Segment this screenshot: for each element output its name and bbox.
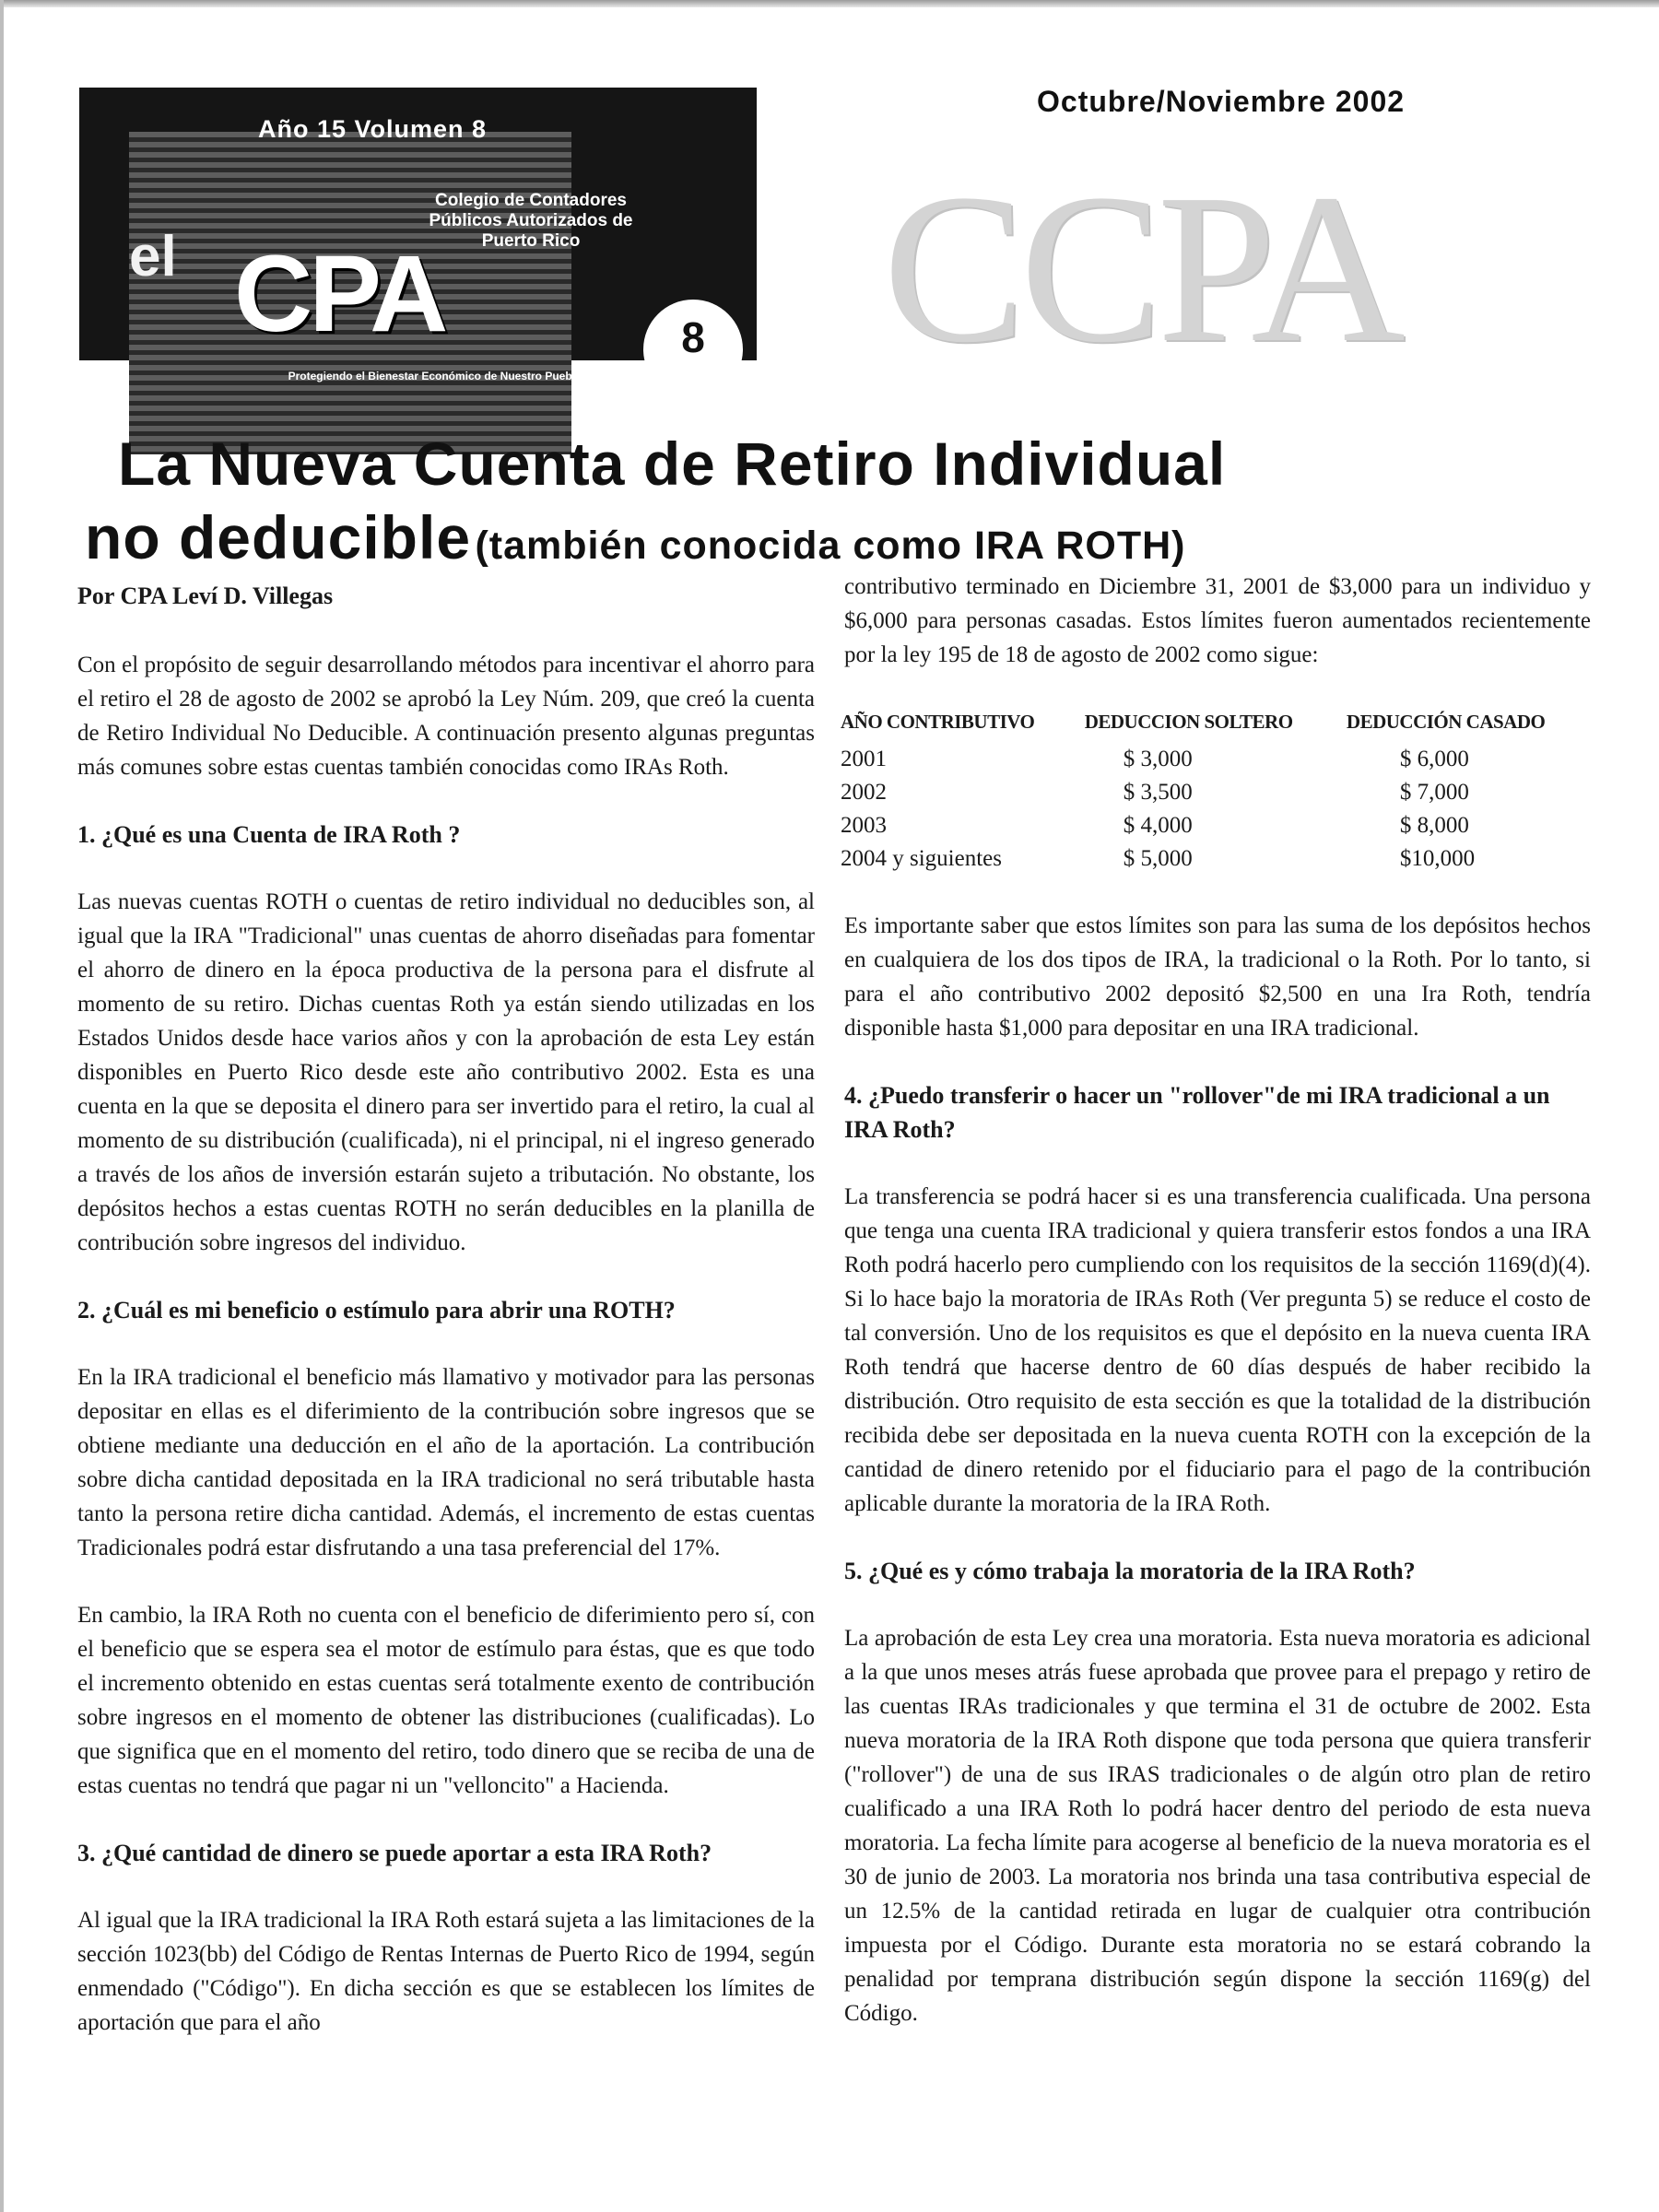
table-cell-married: $ 6,000	[1399, 747, 1469, 771]
table-cell-single: $ 4,000	[1123, 813, 1193, 838]
logo-cpa: CPA	[234, 233, 445, 355]
colegio-name: Colegio de Contadores Públicos Autorizados de Puerto Rico	[429, 191, 633, 251]
table-row	[841, 809, 1596, 842]
headline-main: no deducible	[85, 503, 472, 571]
table-header: DEDUCCIÓN CASADO	[1346, 711, 1546, 733]
table-cell-single: $ 5,000	[1123, 846, 1193, 871]
answer-4: La transferencia se podrá hacer si es una transferencia cualificada. Una persona que tenga una cuenta IRA tradicional y quiera transferir estos fondos a una IRA Roth podrá hacerlo pero cumpliendo con los requisitos de la sección 1169(d)(4). Si lo hace bajo la moratoria de IRAs Roth (Ver pregunta 5) se reduce el costo de tal conversión. Uno de los requisitos es que el depósito en la nueva cuenta IRA Roth tendrá que hacerse dentro de 60 días después de haber recibido la distribución. Otro requisito de esta sección es que la totalidad de la distribución recibida debe ser depositada en la nueva cuenta ROTH con la excepción de la cantidad de dinero retenido por el fiduciario para el pago de la contribución aplicable durante la moratoria de la IRA Roth.	[844, 1184, 1591, 1516]
table-cell-year: 2004 y siguientes	[841, 846, 1002, 871]
table-cell-year: 2001	[841, 747, 887, 771]
table-cell-married: $ 7,000	[1399, 780, 1469, 805]
question-1: 1. ¿Qué es una Cuenta de IRA Roth ?	[77, 821, 461, 848]
table-cell-year: 2002	[841, 780, 887, 805]
table-header: DEDUCCION SOLTERO	[1084, 711, 1293, 733]
issue-date: Octubre/Noviembre 2002	[1037, 85, 1406, 118]
byline: Por CPA Leví D. Villegas	[77, 582, 334, 609]
issue-number-badge: 8	[643, 300, 743, 399]
question-5: 5. ¿Qué es y cómo trabaja la moratoria de la IRA Roth?	[844, 1558, 1416, 1584]
masthead-slogan: Protegiendo el Bienestar Económico de Nuestro Pueblo	[288, 370, 582, 382]
answer-1: Las nuevas cuentas ROTH o cuentas de retiro individual no deducibles son, al igual que la IRA "Tradicional" unas cuentas de ahorro diseñadas para fomentar el ahorro de dinero en la época productiva de la persona para el disfrute al momento de su retiro. Dichas cuentas Roth ya están siendo utilizadas en los Estados Unidos desde hace varios años y con la aprobación de esta Ley están disponibles en Puerto Rico desde este año contributivo 2002. Esta es una cuenta en la que se deposita el dinero para ser invertido para el retiro, la cual al momento de su distribución (cualificada), ni el principal, ni el ingreso generado a través de los años de inversión estarán sujeto a tributación. No obstante, los depósitos hechos a estas cuentas ROTH no serán deducibles en la planilla de contribución sobre ingresos del individuo.	[77, 889, 815, 1255]
table-cell-married: $ 8,000	[1399, 813, 1469, 838]
headline-line-2	[85, 502, 1615, 572]
right-column	[841, 570, 1591, 2064]
page-edge-left	[0, 0, 4, 2212]
answer-3-continued: contributivo terminado en Diciembre 31, 2001 de $3,000 para un individuo y $6,000 para personas casadas. Estos límites fueron aumentados recientemente por la ley 195 de 18 de agosto de 2002 como sigue:	[844, 574, 1591, 667]
table-cell-married: $10,000	[1399, 846, 1476, 871]
issue-volume: Año 15 Volumen 8	[258, 115, 488, 143]
table-cell-single: $ 3,500	[1123, 780, 1193, 805]
answer-2b: En cambio, la IRA Roth no cuenta con el beneficio de diferimiento pero sí, con el beneficio que se espera sea el motor de estímulo para éstas, que es que todo el incremento obtenido en estas cuentas será totalmente exento de contribución sobre ingresos en el momento de obtener las distribuciones (cualificadas). Lo que significa que en el momento del retiro, todo dinero que se reciba de una de estas cuentas no tendrá que pagar ni un "velloncito" a Hacienda.	[77, 1603, 815, 1798]
question-2: 2. ¿Cuál es mi beneficio o estímulo para abrir una ROTH?	[77, 1297, 676, 1324]
table-cell-year: 2003	[841, 813, 887, 838]
after-table-paragraph: Es importante saber que estos límites son para las suma de los depósitos hechos en cualquiera de los dos tipos de IRA, la tradicional o la Roth. Por lo tanto, si para el año contributivo 2002 depositó $2,500 en una Ira Roth, tendría disponible hasta $1,000 para depositar en una IRA tradicional.	[844, 913, 1591, 1041]
table-row	[841, 842, 1596, 876]
table-header-row	[841, 705, 1596, 743]
headline-line-1: La Nueva Cuenta de Retiro Individual	[118, 429, 1227, 498]
page-edge	[0, 0, 1659, 7]
answer-5: La aprobación de esta Ley crea una moratoria. Esta nueva moratoria es adicional a la que unos meses atrás fuese aprobada que provee para el prepago y retiro de las cuentas IRAs tradicionales y que termina el 31 de octubre de 2002. Esta nueva moratoria de la IRA Roth dispone que toda persona que quiera transferir ("rollover") de una de sus IRAS tradicionales o de algún otro plan de retiro cualificado a una IRA Roth lo podrá hacer dentro del periodo de esta nueva moratoria. La fecha límite para acogerse al beneficio de la nueva moratoria es el 30 de junio de 2003. La moratoria nos brinda una tasa contributiva especial de un 12.5% de la cantidad retirada en lugar de cualquier otra contribución impuesta por el Código. Durante esta moratoria no se estará cobrando la penalidad por temprana distribución según dispone la sección 1169(g) del Código.	[844, 1626, 1591, 2026]
question-3: 3. ¿Qué cantidad de dinero se puede aportar a esta IRA Roth?	[77, 1840, 712, 1866]
table-row	[841, 776, 1596, 809]
logo-el: el	[129, 225, 177, 288]
answer-2a: En la IRA tradicional el beneficio más llamativo y motivador para las personas depositar en ellas es el diferimiento de la contribución sobre ingresos que se obtiene mediante una deducción en el año de la aportación. La contribución sobre dicha cantidad depositada en la IRA tradicional no será tributable hasta tanto la persona retire dicha cantidad. Además, el incremento de estas cuentas Tradicionales podrá estar disfrutando a una tasa preferencial del 17%.	[77, 1365, 815, 1560]
headline-subtitle: (también conocida como IRA ROTH)	[475, 524, 1186, 568]
left-column	[77, 579, 815, 2073]
masthead	[79, 88, 757, 382]
question-4: 4. ¿Puedo transferir o hacer un "rollover"de mi IRA tradicional a un IRA Roth?	[844, 1082, 1550, 1143]
intro-paragraph: Con el propósito de seguir desarrollando métodos para incentivar el ahorro para el retiro el 28 de agosto de 2002 se aprobó la Ley Núm. 209, que creó la cuenta de Retiro Individual No Deducible. A continuación presento algunas preguntas más comunes sobre estas cuentas también conocidas como IRAs Roth.	[77, 653, 815, 780]
contribution-limits-table	[841, 705, 1596, 876]
ccpa-watermark: CCPA	[883, 150, 1400, 387]
answer-3: Al igual que la IRA tradicional la IRA Roth estará sujeta a las limitaciones de la sección 1023(bb) del Código de Rentas Internas de Puerto Rico de 1994, según enmendado ("Código"). En dicha sección es que se establecen los límites de aportación que para el año	[77, 1908, 815, 2035]
table-cell-single: $ 3,000	[1123, 747, 1193, 771]
table-header: AÑO CONTRIBUTIVO	[841, 711, 1035, 733]
table-row	[841, 743, 1596, 776]
